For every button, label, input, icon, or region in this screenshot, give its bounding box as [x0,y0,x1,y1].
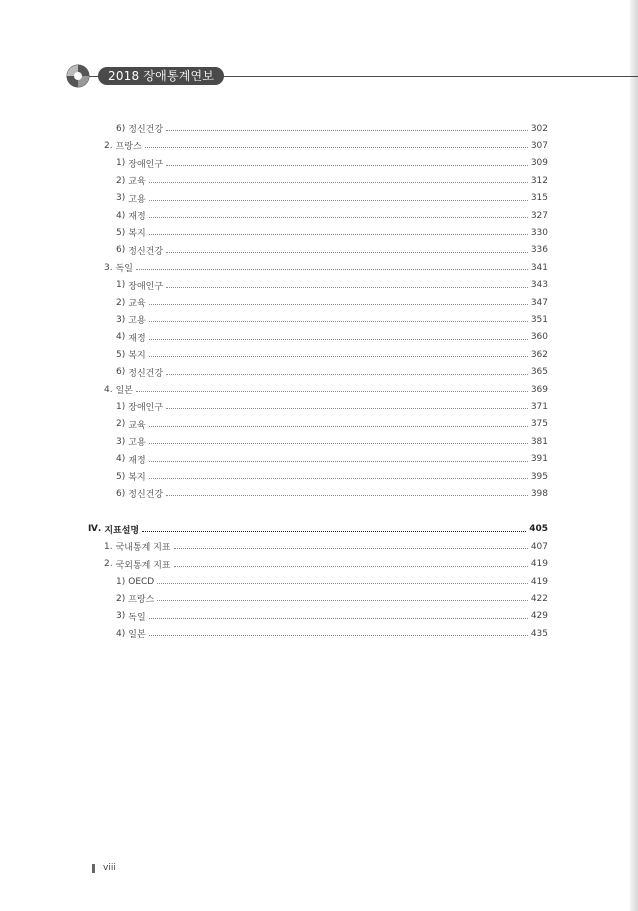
toc-entry-number: 4) [116,332,126,343]
toc-entry-title: 프랑스 [128,595,155,606]
toc-entry-number: 4) [116,210,126,221]
toc-entry-title: 교육 [128,299,146,309]
toc-entry-page: 315 [530,193,548,204]
toc-entry-title: 일본 [128,630,146,641]
toc-entry-page: 407 [530,541,548,552]
toc-entry-number: 1) [116,280,126,291]
toc-entry[interactable] [104,556,548,573]
toc-entry-title: 독일 [128,612,146,623]
toc-leader-dots [149,635,528,636]
toc-entry-title: 정신건강 [128,490,164,501]
page-number: viii [103,863,116,873]
toc-entry-number: 1) [116,576,126,587]
toc-entry-page: 351 [530,314,548,325]
toc-leader-dots [149,200,528,201]
toc-entry-page: 419 [530,576,548,587]
toc-entry-page: 312 [530,175,548,186]
toc-entry[interactable] [116,242,548,259]
toc-leader-dots [145,147,528,148]
toc-entry[interactable] [104,259,548,276]
toc-leader-dots [157,583,528,584]
toc-leader-dots [142,531,526,532]
toc-entry-page: 360 [530,332,548,343]
toc-entry-page: 327 [530,210,548,221]
toc-entry-title: 프랑스 [115,142,142,153]
toc-entry-title: 복지 [128,351,146,362]
toc-entry-page: 435 [530,628,548,639]
toc-entry-number: 2) [116,297,126,308]
toc-entry-title: 고용 [128,438,146,449]
toc-entry-title: 정신건강 [128,368,164,379]
toc-leader-dots [149,461,528,462]
toc-entry-number: 3) [116,611,126,622]
toc-entry[interactable] [116,608,548,625]
footer-marker [92,864,95,873]
toc-entry-page: 365 [530,367,548,378]
toc-entry[interactable] [88,521,548,538]
toc-entry-page: 381 [530,436,548,447]
toc-entry-number: 5) [116,471,126,482]
toc-entry-number: 3. [104,262,113,273]
toc-entry-page: 302 [530,123,548,134]
toc-leader-dots [166,130,528,131]
toc-entry[interactable] [116,346,548,363]
toc-entry[interactable] [116,294,548,311]
toc-entry-number: 6) [116,245,126,256]
toc-entry[interactable] [116,224,548,241]
page-footer [92,862,116,874]
toc-entry[interactable] [104,137,548,154]
toc-leader-dots [149,304,528,305]
toc-entry-number: 2) [116,175,126,186]
toc-leader-dots [149,182,528,183]
toc-entry-page: 375 [530,419,548,430]
toc-entry[interactable] [116,590,548,607]
toc-leader-dots [166,287,528,288]
toc-entry[interactable] [116,172,548,189]
toc-entry-number: 5) [116,227,126,238]
toc-entry-page: 330 [530,227,548,238]
toc-entry-number: 6) [116,123,126,134]
toc-entry-title: 재정 [128,455,146,466]
toc-entry-title: OECD [128,576,155,587]
toc-entry-page: 369 [530,384,548,395]
toc-entry[interactable] [116,468,548,485]
toc-entry[interactable] [116,573,548,590]
toc-leader-dots [149,356,528,357]
toc-entry-number: 4. [104,384,113,395]
header-logo-icon [66,64,90,88]
toc-entry-number: Ⅳ. [88,524,102,535]
toc-entry-number: 2) [116,419,126,430]
toc-entry-number: 2. [104,559,113,570]
toc-leader-dots [149,321,528,322]
toc-entry[interactable] [116,207,548,224]
toc-entry-number: 5) [116,349,126,360]
toc-entry-title: 정신건강 [128,125,164,135]
toc-entry-number: 6) [116,488,126,499]
toc-entry-number: 4) [116,628,126,639]
toc-entry-number: 4) [116,454,126,465]
toc-entry[interactable] [104,381,548,398]
toc-leader-dots [149,478,528,479]
toc-entry-number: 2. [104,140,113,151]
toc-leader-dots [166,165,528,166]
toc-entry-number: 1. [104,541,113,552]
toc-entry-number: 1) [116,401,126,412]
toc-leader-dots [166,252,528,253]
toc-entry-title: 교육 [128,177,146,188]
toc-entry-page: 341 [530,262,548,273]
toc-entry-title: 고용 [128,194,146,205]
toc-entry[interactable] [116,190,548,207]
toc-leader-dots [166,495,528,496]
toc-leader-dots [149,618,528,619]
toc-entry[interactable] [116,311,548,328]
toc-entry-page: 307 [530,140,548,151]
toc-entry-title: 장애인구 [128,281,164,292]
toc-entry-number: 1) [116,158,126,169]
toc-entry[interactable] [116,120,548,137]
toc-entry-title: 복지 [128,473,146,483]
toc-entry-page: 343 [530,280,548,291]
toc-leader-dots [174,566,528,567]
toc-entry-title: 장애인구 [128,403,164,414]
toc-entry-page: 347 [530,297,548,308]
toc-entry-title: 국외통계 지표 [115,560,171,571]
toc-entry[interactable] [116,451,548,468]
toc-entry[interactable] [116,625,548,642]
toc-entry-title: 고용 [128,316,146,327]
toc-leader-dots [157,600,527,601]
toc-entry-number: 3) [116,436,126,447]
toc-entry-page: 371 [530,401,548,412]
toc-entry[interactable] [116,155,548,172]
toc-entry-number: 3) [116,193,126,204]
toc-leader-dots [149,443,528,444]
toc-leader-dots [136,269,528,270]
toc-entry-page: 395 [530,471,548,482]
toc-entry[interactable] [104,538,548,555]
toc-entry[interactable] [116,364,548,381]
toc-leader-dots [166,374,528,375]
toc-entry-title: 일본 [115,386,133,396]
toc-entry-number: 6) [116,367,126,378]
toc-entry-page: 391 [530,454,548,465]
toc-entry-title: 지표설명 [104,525,140,536]
toc-entry[interactable] [116,277,548,294]
toc-entry[interactable] [116,416,548,433]
toc-leader-dots [166,408,528,409]
toc-entry-title: 재정 [128,212,146,222]
running-header [66,64,638,88]
toc-entry[interactable] [116,433,548,450]
toc-leader-dots [136,391,528,392]
toc-entry-title: 정신건강 [128,246,164,257]
toc-entry-title: 독일 [115,264,133,275]
toc-leader-dots [174,548,528,549]
toc-entry-title: 장애인구 [128,159,164,170]
toc-entry-page: 419 [530,559,548,570]
toc-entry-title: 재정 [128,333,146,344]
page-edge-shadow [630,0,638,911]
toc-entry-page: 362 [530,349,548,360]
toc-entry-page: 405 [529,524,548,535]
toc-entry-number: 2) [116,593,126,604]
toc-entry-page: 336 [530,245,548,256]
toc-entry-page: 429 [530,611,548,622]
toc-entry[interactable] [116,329,548,346]
toc-leader-dots [149,234,528,235]
toc-entry-title: 교육 [128,420,146,431]
toc-entry-title: 국내통계 지표 [115,543,171,554]
toc-entry-page: 309 [530,158,548,169]
toc-leader-dots [149,217,528,218]
toc-entry-number: 3) [116,314,126,325]
toc-leader-dots [149,339,528,340]
toc-leader-dots [149,426,528,427]
toc-entry[interactable] [116,485,548,502]
toc-entry-title: 복지 [128,229,146,240]
header-title: 2018 장애통계연보 [98,67,224,85]
toc-entry-page: 422 [530,593,548,604]
toc-entry[interactable] [116,398,548,415]
toc-entry-page: 398 [530,488,548,499]
